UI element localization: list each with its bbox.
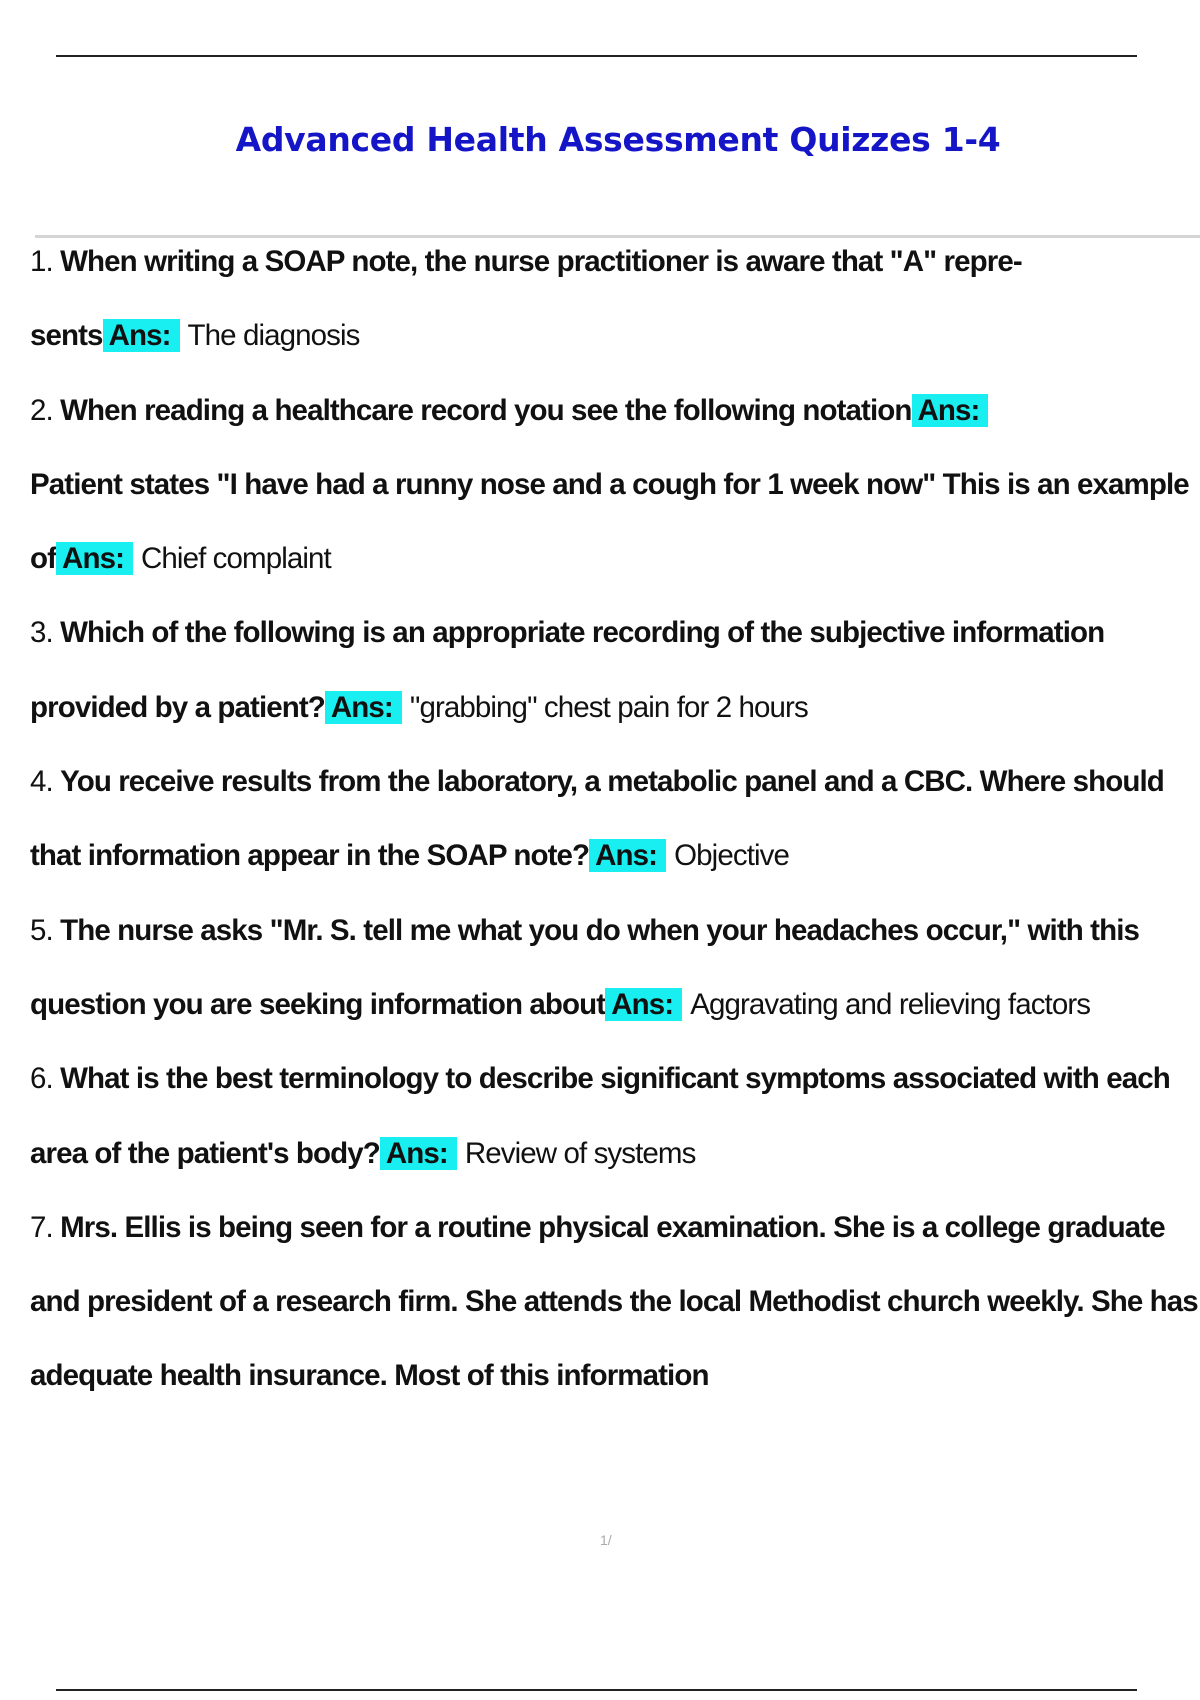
item-number: 6. — [30, 1062, 53, 1096]
answer-text: The diagnosis — [187, 319, 360, 353]
question-text: Mrs. Ellis is being seen for a routine physical examination. She is a college graduate and president of a research firm. She attends the local Methodist church weekly. She has adequate health insurance. Most of this information — [30, 1210, 1198, 1393]
question-continuation: Patient states "I have had a runny nose and a cough for 1 week now" This is an example of — [30, 467, 1189, 576]
answer-label: Ans: — [605, 988, 682, 1021]
quiz-item-2 — [30, 374, 1200, 597]
question-text: You receive results from the laboratory, a metabolic panel and a CBC. Where should that information appear in the SOAP note? — [30, 765, 1164, 873]
answer-label: Ans: — [103, 319, 180, 352]
quiz-item-7 — [30, 1191, 1200, 1414]
answer-text: Review of systems — [464, 1136, 696, 1170]
question-text: What is the best terminology to describe significant symptoms associated with each area of the patient's body? — [30, 1062, 1170, 1170]
bottom-rule — [56, 1689, 1137, 1691]
quiz-item-1 — [30, 225, 1200, 374]
item-number: 3. — [30, 616, 53, 650]
question-text: When reading a healthcare record you see the following notation — [60, 393, 912, 427]
answer-text: Aggravating and relieving factors — [690, 987, 1091, 1021]
answer-text: "grabbing" chest pain for 2 hours — [409, 690, 808, 724]
question-text: The nurse asks "Mr. S. tell me what you do when your headaches occur," with this question you are seeking information about — [30, 913, 1140, 1021]
answer-label: Ans: — [56, 542, 133, 575]
item-number: 7. — [30, 1210, 53, 1244]
answer-label: Ans: — [325, 691, 402, 724]
top-rule — [56, 55, 1137, 57]
document-title: Advanced Health Assessment Quizzes 1-4 — [235, 120, 1001, 159]
quiz-item-3 — [30, 596, 1200, 745]
answer-label: Ans: — [589, 839, 666, 872]
quiz-content — [30, 225, 1200, 1414]
page-number: 1/ — [600, 1532, 612, 1548]
item-number: 1. — [30, 245, 53, 278]
item-number: 5. — [30, 913, 53, 947]
answer-label: Ans: — [380, 1137, 457, 1170]
question-text: Which of the following is an appropriate recording of the subjective information provided by a patient? — [30, 616, 1105, 724]
answer-label: Ans: — [912, 394, 989, 427]
quiz-item-5 — [30, 894, 1200, 1043]
quiz-item-6 — [30, 1042, 1200, 1191]
item-number: 4. — [30, 765, 53, 799]
quiz-item-4 — [30, 745, 1200, 894]
question-text: When writing a SOAP note, the nurse practitioner is aware that "A" represents — [30, 245, 1023, 353]
answer-text: Objective — [674, 839, 789, 873]
answer-text: Chief complaint — [141, 542, 331, 576]
item-number: 2. — [30, 393, 53, 427]
